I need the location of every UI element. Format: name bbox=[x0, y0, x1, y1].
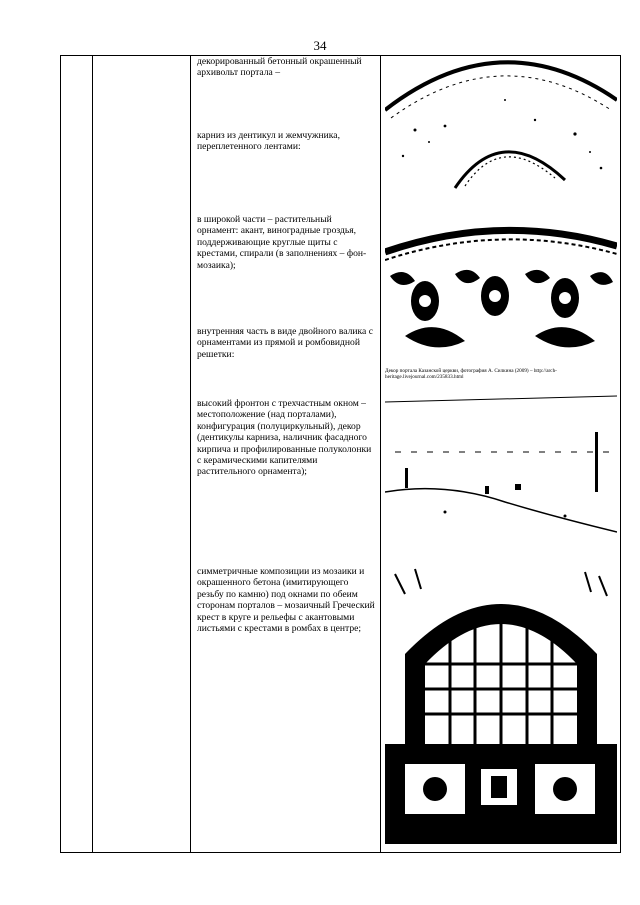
column-divider-3 bbox=[380, 56, 381, 852]
description-table bbox=[60, 55, 621, 853]
item-cornice: карниз из дентикул и жемчужника, переплетенного лентами: bbox=[197, 130, 340, 153]
item-ornament: в широкой части – растительный орнамент: акант, виноградные гроздья, поддерживающие круглые щиты с крестами, спирали (в заполнениях – фон-мозаика); bbox=[197, 214, 367, 271]
column-divider-2 bbox=[190, 56, 191, 852]
window-photo bbox=[385, 564, 617, 844]
ornament-photo bbox=[385, 216, 617, 366]
item-pediment: высокий фронтон с трехчастным окном – местоположение (над порталами), конфигурация (полуциркульный), декор (дентикулы карниза, наличник фасадного кирпича и профилированные полуколонки с керамическими капителями растительного орнамента); bbox=[197, 398, 372, 478]
pediment-photo bbox=[385, 392, 617, 542]
item-archivolt: декорированный бетонный окрашенный архивольт портала – bbox=[197, 56, 362, 79]
page-number: 34 bbox=[313, 38, 327, 53]
item-inner-part: внутренняя часть в виде двойного валика с орнаментами из прямой и ромбовидной решетки: bbox=[197, 326, 373, 360]
column-divider-1 bbox=[92, 56, 93, 852]
archivolt-photo bbox=[385, 60, 617, 190]
photo-caption: Декор портала Казанской церкви, фотография А. Силкина (2009) – http://arch-heritage.livejournal.com/235833.html bbox=[385, 368, 557, 381]
item-compositions: симметричные композиции из мозаики и окрашенного бетона (имитирующего резьбу по камню) под окнами по обеим сторонам порталов – мозаичный Греческий крест в круге и рельефы с акантовыми листьями с крестами в ромбах в центре; bbox=[197, 566, 375, 635]
